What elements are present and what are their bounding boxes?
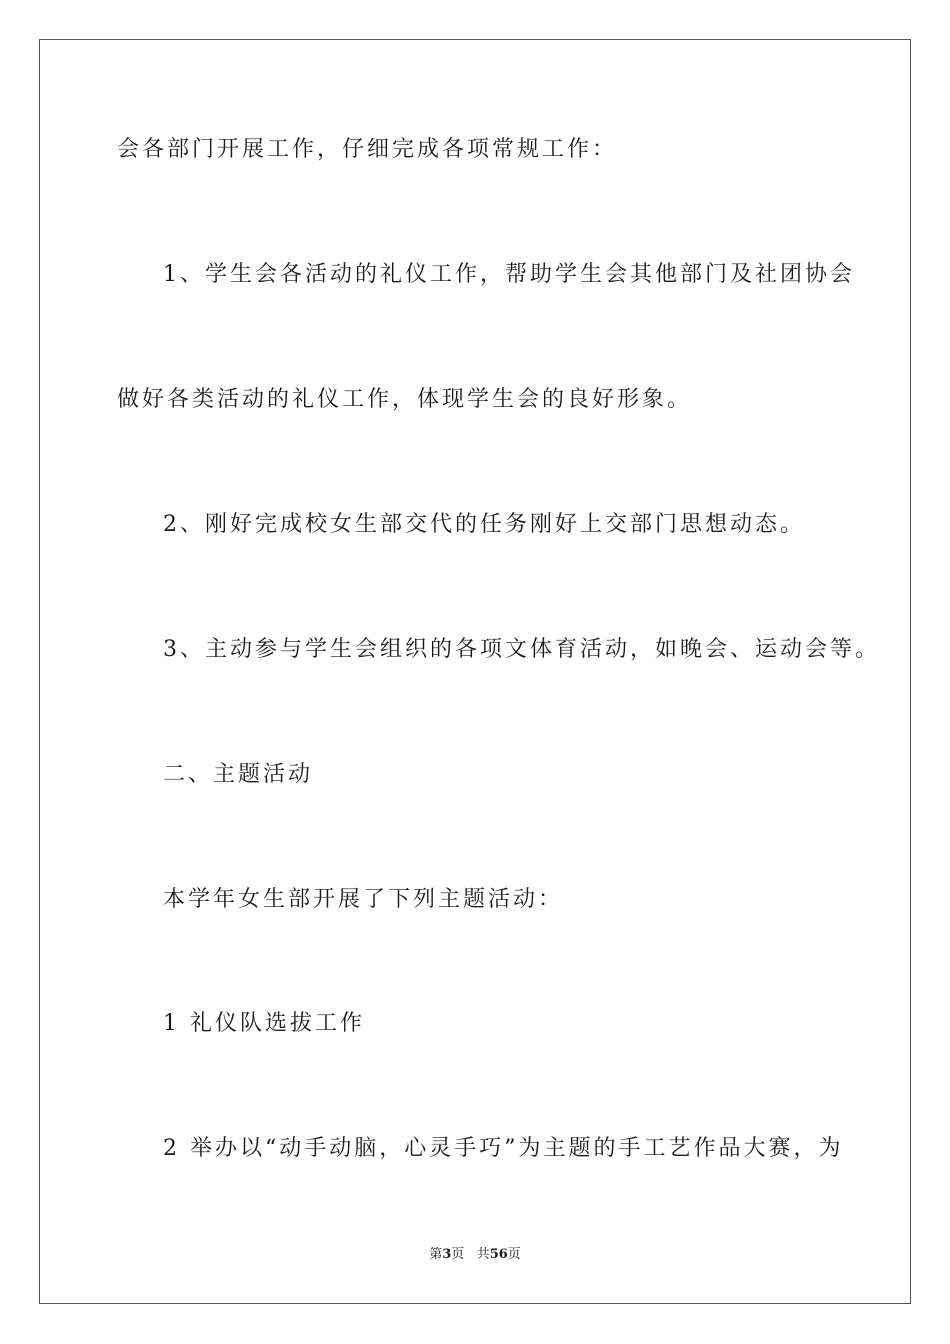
list-item-1: 1 礼仪队选拔工作	[163, 1011, 365, 1036]
paragraph-line-3: 做好各类活动的礼仪工作，体现学生会的良好形象。	[117, 387, 693, 412]
paragraph-line-2: 1、学生会各活动的礼仪工作，帮助学生会其他部门及社团协会	[163, 262, 855, 287]
paragraph-line-7: 本学年女生部开展了下列主题活动：	[163, 887, 564, 912]
footer-total-prefix: 共	[476, 1247, 490, 1262]
section-heading: 二、主题活动	[163, 762, 314, 787]
list-item-2: 2 举办以“动手动脑，心灵手巧”为主题的手工艺作品大赛，为	[163, 1136, 844, 1161]
footer-total-suffix: 页	[507, 1247, 521, 1262]
page-border	[39, 39, 911, 1304]
footer-page-prefix: 第	[429, 1247, 443, 1262]
page-footer	[0, 1246, 950, 1264]
footer-total-pages: 56	[489, 1247, 508, 1262]
paragraph-line-5: 3、主动参与学生会组织的各项文体育活动，如晚会、运动会等。	[163, 637, 880, 662]
paragraph-line-1: 会各部门开展工作，仔细完成各项常规工作：	[117, 137, 618, 162]
footer-page-number: 3	[442, 1247, 452, 1262]
paragraph-line-4: 2、刚好完成校女生部交代的任务刚好上交部门思想动态。	[163, 512, 805, 537]
footer-page-suffix: 页	[451, 1247, 465, 1262]
